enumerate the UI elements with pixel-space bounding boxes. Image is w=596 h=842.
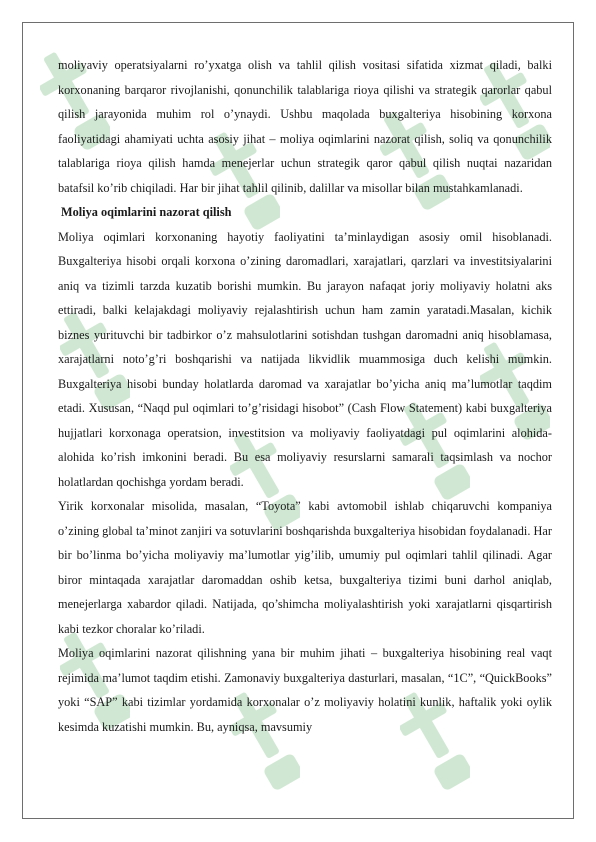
document-body xyxy=(58,53,552,739)
section-paragraph: Moliya oqimlarini nazorat qilishning yana bir muhim jihati – buxgalteriya hisobining real vaqt rejimida ma’lumot taqdim etishi. Zamonaviy buxgalteriya dasturlari, masalan, “1C”, “QuickBooks” yoki “SAP” kabi tizimlar yordamida korxonalar o’z moliyaviy holatini kunlik, haftalik yoki oylik kesimda kuzatishi mumkin. Bu, ayniqsa, mavsumiy xyxy=(58,646,552,734)
section-paragraph: Moliya oqimlari korxonaning hayotiy faoliyatini ta’minlaydigan asosiy omil hisoblanadi. Buxgalteriya hisobi orqali korxona o’zining daromadlari, xarajatlari, qarzlari va investitsiyalarini aniq va tizimli tarzda kuzatib borishi mumkin. Bu jarayon nafaqat joriy moliyaviy holatni aks ettiradi, balki kelajakdagi moliyaviy rejalashtirish uchun ham zamin yaratadi.Masalan, kichik biznes yurituvchi bir tadbirkor o’z mahsulotlarini sotishdan tushgan daromadni aniq hisoblamasa, xarajatlarni noto’g’ri boshqarishi va natijada likvidlik muammosiga duch kelishi mumkin. Buxgalteriya hisobi bunday holatlarda daromad va xarajatlar bo’yicha aniq ma’lumotlar taqdim etadi. Xususan, “Naqd pul oqimlari to’g’risidagi hisobot” (Cash Flow Statement) kabi buxgalteriya hujjatlari korxonaga operatsion, investitsion va moliyaviy faoliyatdagi pul oqimlarini alohida-alohida ko’rish imkonini beradi. Bu esa moliyaviy resurslarni samarali taqsimlash va nochor holatlardan qochishga yordam beradi. xyxy=(58,229,552,489)
section-paragraph: Yirik korxonalar misolida, masalan, “Toyota” kabi avtomobil ishlab chiqaruvchi kompaniya o’zining global ta’minot zanjiri va sotuvlarini boshqarishda buxgalteriya hisobidan foydalanadi. Har bir bo’linma bo’yicha moliyaviy ma’lumotlar yig’ilib, umumiy pul oqimlari tahlil qilinadi. Agar biror mintaqada xarajatlar daromaddan oshib ketsa, buxgalteriya tizimi buni darhol aniqlab, menejerlarga xabardor qiladi. Natijada, qo’shimcha moliyalashtirish yoki xarajatlarni qisqartirish kabi tezkor choralar ko’riladi. xyxy=(58,499,552,636)
intro-paragraph: moliyaviy operatsiyalarni ro’yxatga olish va tahlil qilish vositasi sifatida xizmat qiladi, balki korxonaning barqaror rivojlanishi, qonunchilik talablariga rioya qilishi va strategik qarorlar qabul qilish jarayonida muhim rol o’ynaydi. Ushbu maqolada buxgalteriya hisobining korxona faoliyatidagi ahamiyati uchta asosiy jihat – moliya oqimlarini nazorat qilish, soliq va qonunchilik talablariga rioya qilish hamda menejerlar uchun strategik qaror qabul qilish nuqtai nazaridan batafsil ko’rib chiqiladi. Har bir jihat tahlil qilinib, dalillar va misollar bilan mustahkamlanadi. xyxy=(58,58,552,195)
section-heading: Moliya oqimlarini nazorat qilish xyxy=(61,205,232,219)
